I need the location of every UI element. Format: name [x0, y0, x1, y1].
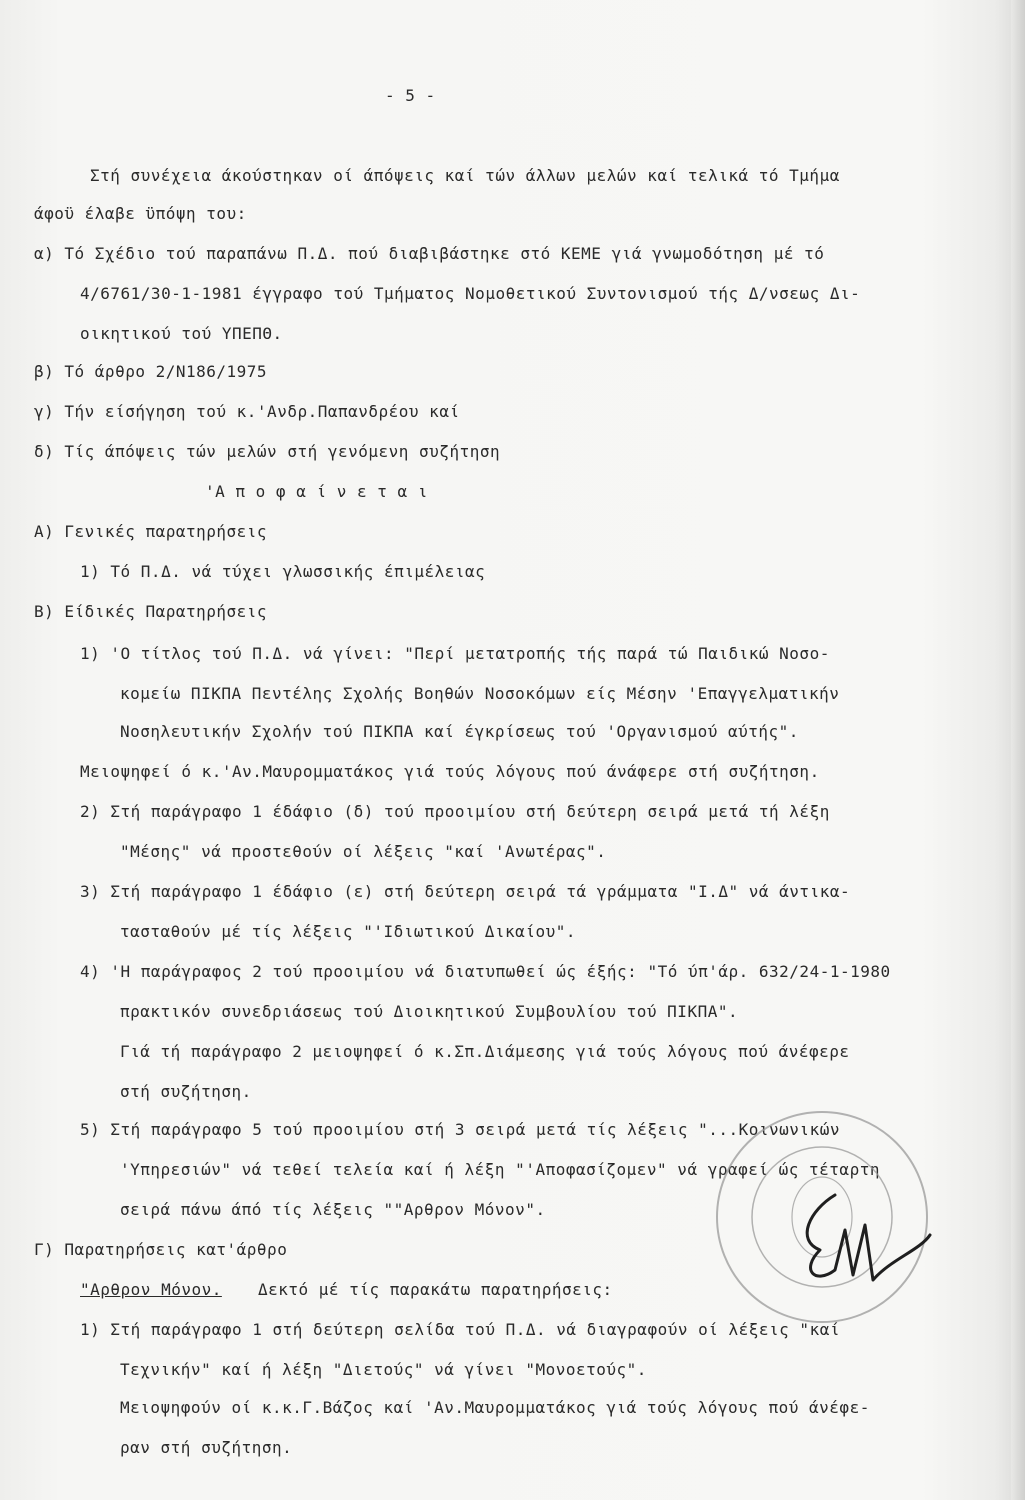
item-delta: δ) Τίς άπόψεις τών μελών στή γενόμενη συζήτηση	[34, 442, 501, 461]
article-heading: "Αρθρον Μόνον.	[80, 1280, 222, 1299]
section-b-item-5-cont-2: σειρά πάνω άπό τίς λέξεις ""Αρθρον Μόνον".	[120, 1200, 546, 1219]
section-a-heading: Α) Γενικές παρατηρήσεις	[34, 522, 268, 541]
item-alpha-cont-2: οικητικού τού ΥΠΕΠΘ.	[80, 324, 283, 343]
section-b-item-4-cont: πρακτικόν συνεδριάσεως τού Διοικητικού Συμβουλίου τού ΠΙΚΠΑ".	[120, 1002, 739, 1021]
item-gamma: γ) Τήν είσήγηση τού κ.'Ανδρ.Παπανδρέου καί	[34, 402, 460, 421]
article-accepted-note: Δεκτό μέ τίς παρακάτω παρατηρήσεις:	[258, 1280, 613, 1299]
section-b-item-2-cont: "Μέσης" νά προστεθούν οί λέξεις "καί 'Ανωτέρας".	[120, 842, 607, 861]
section-b-item-3-cont: τασταθούν μέ τίς λέξεις "'Ιδιωτικού Δικαίου".	[120, 922, 576, 941]
section-a-item-1: 1) Τό Π.Δ. νά τύχει γλωσσικής έπιμέλειας	[80, 562, 486, 581]
article-item-1: 1) Στή παράγραφο 1 στή δεύτερη σελίδα τού Π.Δ. νά διαγραφούν οί λέξεις "καί	[80, 1320, 840, 1339]
dissent-note-2: Γιά τή παράγραφο 2 μειοψηφεί ό κ.Σπ.Διάμεσης γιά τούς λόγους πού άνέφερε	[120, 1042, 850, 1061]
text-line-2: άφοϋ έλαβε ϋπόψη του:	[34, 204, 247, 223]
section-b-item-5: 5) Στή παράγραφο 5 τού προοιμίου στή 3 σειρά μετά τίς λέξεις "...Κοινωνικών	[80, 1120, 840, 1139]
section-b-item-4: 4) 'Η παράγραφος 2 τού προοιμίου νά διατυπωθεί ώς έξής: "Τό ύπ'άρ. 632/24-1-1980	[80, 962, 891, 981]
section-b-item-3: 3) Στή παράγραφο 1 έδάφιο (ε) στή δεύτερη σειρά τά γράμματα "Ι.Δ" νά άντικα-	[80, 882, 851, 901]
decision-heading: 'Α π ο φ α ί ν ε τ α ι	[205, 482, 428, 501]
section-b-item-1-cont-2: Νοσηλευτικήν Σχολήν τού ΠΙΚΠΑ καί έγκρίσεως τού 'Οργανισμού αύτής".	[120, 722, 799, 741]
section-b-item-2: 2) Στή παράγραφο 1 έδάφιο (δ) τού προοιμίου στή δεύτερη σειρά μετά τή λέξη	[80, 802, 830, 821]
text-line-1: Στή συνέχεια άκούστηκαν οί άπόψεις καί τών άλλων μελών καί τελικά τό Τμήμα	[90, 166, 840, 185]
section-b-item-1: 1) 'Ο τίτλος τού Π.Δ. νά γίνει: "Περί μετατροπής τής παρά τώ Παιδικώ Νοσο-	[80, 644, 830, 663]
dissent-note-3-cont: ραν στή συζήτηση.	[120, 1438, 293, 1457]
page-edge-shadow	[1011, 0, 1025, 1500]
dissent-note-2-cont: στή συζήτηση.	[120, 1082, 252, 1101]
item-beta: β) Τό άρθρο 2/Ν186/1975	[34, 362, 268, 381]
section-c-heading: Γ) Παρατηρήσεις κατ'άρθρο	[34, 1240, 288, 1259]
signature-mark	[807, 1195, 930, 1280]
section-b-item-5-cont-1: 'Υπηρεσιών" νά τεθεί τελεία καί ή λέξη "'Αποφασίζομεν" νά γραφεί ώς τέταρτη	[120, 1160, 880, 1179]
dissent-note-3: Μειοψηφούν οί κ.κ.Γ.Βάζος καί 'Αν.Μαυρομματάκος γιά τούς λόγους πού άνέφε-	[120, 1398, 870, 1417]
section-b-heading: Β) Είδικές Παρατηρήσεις	[34, 602, 268, 621]
page-number: - 5 -	[385, 86, 436, 105]
dissent-note-1: Μειοψηφεί ό κ.'Αν.Μαυρομματάκος γιά τούς λόγους πού άνάφερε στή συζήτηση.	[80, 762, 820, 781]
article-item-1-cont: Τεχνικήν" καί ή λέξη "Διετούς" νά γίνει "Μονοετούς".	[120, 1360, 647, 1379]
section-b-item-1-cont-1: κομείω ΠΙΚΠΑ Πεντέλης Σχολής Βοηθών Νοσοκόμων είς Μέσην 'Επαγγελματικήν	[120, 684, 840, 703]
official-stamp	[705, 1100, 940, 1335]
item-alpha: α) Τό Σχέδιο τού παραπάνω Π.Δ. πού διαβιβάστηκε στό ΚΕΜΕ γιά γνωμοδότηση μέ τό	[34, 244, 825, 263]
item-alpha-cont-1: 4/6761/30-1-1981 έγγραφο τού Τμήματος Νομοθετικού Συντονισμού τής Δ/νσεως Δι-	[80, 284, 861, 303]
